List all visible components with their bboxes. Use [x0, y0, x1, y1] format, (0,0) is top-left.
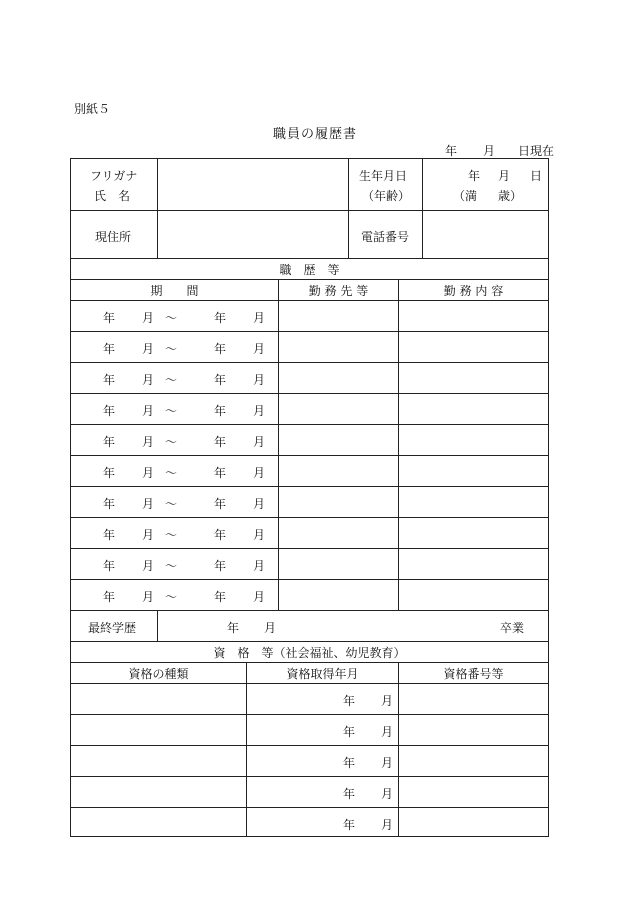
- career-start-month: 月: [142, 435, 155, 449]
- career-end-year: 年: [214, 404, 227, 418]
- birthdate-label: 生年月日: [359, 169, 408, 183]
- career-end-year: 年: [214, 466, 227, 480]
- divider: [71, 455, 548, 456]
- document-title: 職員の履歴書: [272, 127, 357, 142]
- career-start-month: 月: [142, 497, 155, 511]
- age-label: （年齢）: [362, 189, 411, 203]
- career-end-month: 月: [253, 497, 266, 511]
- education-graduated: 卒業: [500, 621, 525, 635]
- career-start-month: 月: [142, 559, 155, 573]
- divider: [398, 662, 399, 836]
- form-label: 別紙５: [74, 102, 111, 116]
- qual-year-unit: 年: [343, 787, 356, 801]
- as-of-month: 月: [483, 144, 496, 158]
- divider: [71, 776, 548, 777]
- career-start-month: 月: [142, 311, 155, 325]
- qual-month-unit: 月: [381, 787, 394, 801]
- career-end-year: 年: [214, 311, 227, 325]
- career-end-month: 月: [253, 373, 266, 387]
- career-col-employer: 勤 務 先 等: [308, 284, 369, 298]
- qualifications-section-title: 資 格 等（社会福祉、幼児教育）: [213, 646, 406, 660]
- career-start-year: 年: [103, 342, 116, 356]
- name-field[interactable]: [158, 161, 347, 209]
- divider: [157, 610, 158, 641]
- divider: [71, 258, 548, 259]
- divider: [71, 279, 548, 280]
- divider: [71, 641, 548, 642]
- career-end-month: 月: [253, 404, 266, 418]
- career-tilde: 〜: [165, 373, 178, 387]
- name-label: 氏 名: [94, 189, 131, 203]
- divider: [348, 159, 349, 258]
- divider: [71, 548, 548, 549]
- age-open: （満: [453, 189, 478, 203]
- career-tilde: 〜: [165, 311, 178, 325]
- divider: [71, 807, 548, 808]
- career-tilde: 〜: [165, 466, 178, 480]
- education-year-unit: 年: [227, 621, 240, 635]
- qual-month-unit: 月: [381, 756, 394, 770]
- divider: [278, 279, 279, 610]
- qual-month-unit: 月: [381, 818, 394, 832]
- career-end-year: 年: [214, 559, 227, 573]
- career-section-title: 職 歴 等: [279, 263, 340, 277]
- career-end-month: 月: [253, 311, 266, 325]
- career-start-year: 年: [103, 404, 116, 418]
- career-end-year: 年: [214, 435, 227, 449]
- career-start-year: 年: [103, 373, 116, 387]
- career-start-year: 年: [103, 528, 116, 542]
- career-end-year: 年: [214, 528, 227, 542]
- qual-col-date: 資格取得年月: [286, 667, 359, 681]
- career-tilde: 〜: [165, 342, 178, 356]
- divider: [71, 300, 548, 301]
- career-end-month: 月: [253, 559, 266, 573]
- divider: [71, 362, 548, 363]
- career-start-month: 月: [142, 466, 155, 480]
- divider: [71, 683, 548, 684]
- divider: [71, 424, 548, 425]
- career-end-year: 年: [214, 497, 227, 511]
- as-of-year: 年: [445, 144, 458, 158]
- divider: [398, 279, 399, 610]
- as-of-day: 日現在: [518, 144, 555, 158]
- career-col-duties: 勤 務 内 容: [443, 284, 504, 298]
- divider: [71, 579, 548, 580]
- career-start-month: 月: [142, 528, 155, 542]
- career-end-month: 月: [253, 528, 266, 542]
- career-end-month: 月: [253, 435, 266, 449]
- career-end-year: 年: [214, 590, 227, 604]
- qual-year-unit: 年: [343, 756, 356, 770]
- divider: [71, 745, 548, 746]
- career-start-month: 月: [142, 342, 155, 356]
- divider: [71, 486, 548, 487]
- divider: [71, 517, 548, 518]
- divider: [71, 714, 548, 715]
- furigana-label: フリガナ: [90, 169, 138, 183]
- birth-month-unit: 月: [498, 169, 511, 183]
- career-start-year: 年: [103, 435, 116, 449]
- education-month-unit: 月: [264, 621, 277, 635]
- career-start-year: 年: [103, 559, 116, 573]
- phone-field[interactable]: [423, 212, 547, 257]
- qual-col-type: 資格の種類: [128, 667, 189, 681]
- birth-day-unit: 日: [530, 169, 543, 183]
- age-close: 歳）: [498, 189, 523, 203]
- career-end-month: 月: [253, 342, 266, 356]
- career-end-month: 月: [253, 590, 266, 604]
- qual-year-unit: 年: [343, 694, 356, 708]
- divider: [71, 210, 548, 211]
- career-start-month: 月: [142, 404, 155, 418]
- career-tilde: 〜: [165, 559, 178, 573]
- career-start-year: 年: [103, 311, 116, 325]
- address-field[interactable]: [158, 212, 347, 257]
- divider: [246, 662, 247, 836]
- qual-month-unit: 月: [381, 725, 394, 739]
- career-start-month: 月: [142, 373, 155, 387]
- career-end-month: 月: [253, 466, 266, 480]
- divider: [71, 331, 548, 332]
- qual-year-unit: 年: [343, 725, 356, 739]
- divider: [71, 610, 548, 611]
- divider: [71, 393, 548, 394]
- career-tilde: 〜: [165, 497, 178, 511]
- divider: [71, 662, 548, 663]
- career-start-year: 年: [103, 497, 116, 511]
- career-start-month: 月: [142, 590, 155, 604]
- address-label: 現住所: [95, 230, 132, 244]
- career-start-year: 年: [103, 466, 116, 480]
- career-tilde: 〜: [165, 404, 178, 418]
- career-start-year: 年: [103, 590, 116, 604]
- career-end-year: 年: [214, 373, 227, 387]
- phone-label: 電話番号: [361, 230, 410, 244]
- career-tilde: 〜: [165, 435, 178, 449]
- qual-month-unit: 月: [381, 694, 394, 708]
- career-tilde: 〜: [165, 590, 178, 604]
- qual-year-unit: 年: [343, 818, 356, 832]
- career-tilde: 〜: [165, 528, 178, 542]
- qual-col-number: 資格番号等: [443, 667, 504, 681]
- birth-year-unit: 年: [468, 169, 481, 183]
- resume-form: [70, 158, 549, 837]
- education-label: 最終学歴: [88, 621, 137, 635]
- career-end-year: 年: [214, 342, 227, 356]
- career-col-period: 期 間: [150, 284, 199, 298]
